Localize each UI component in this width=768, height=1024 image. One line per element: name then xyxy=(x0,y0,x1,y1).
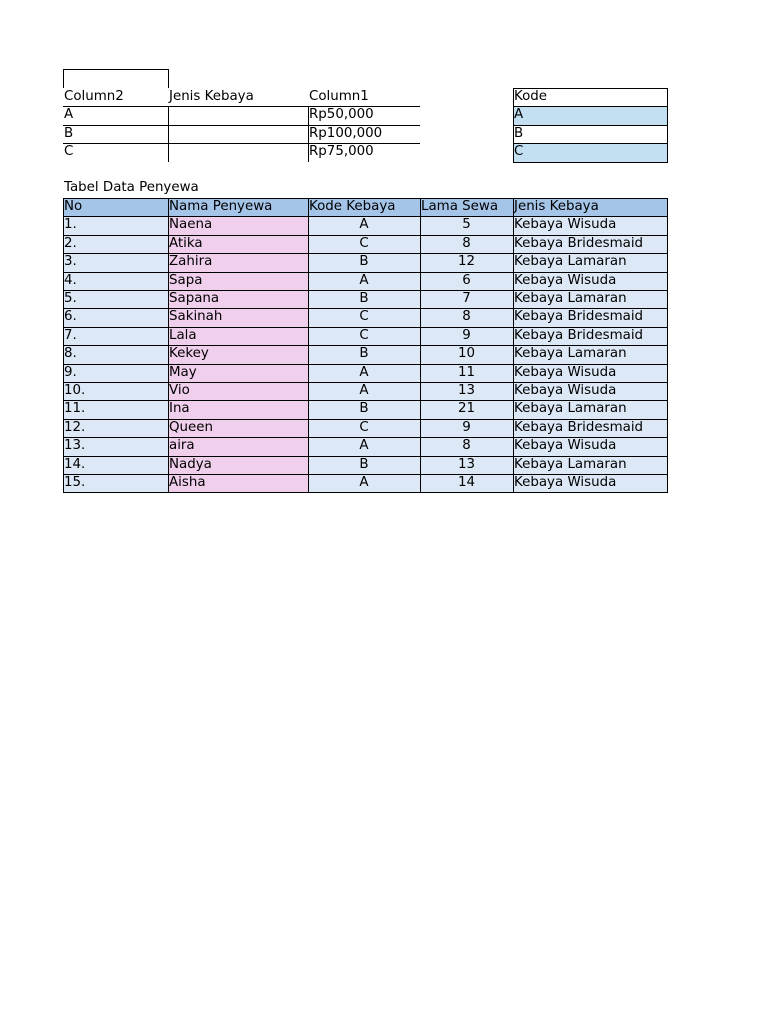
row-border xyxy=(63,364,668,365)
price-table-header: Column2 xyxy=(64,89,124,104)
row-border xyxy=(513,88,668,89)
price-table-cell: Rp75,000 xyxy=(309,144,374,160)
rental-table-header: No xyxy=(64,199,83,214)
rental-table-cell: Kebaya Wisuda xyxy=(514,217,617,233)
price-table-cell: A xyxy=(64,107,74,123)
table-title: Tabel Data Penyewa xyxy=(64,180,199,195)
rental-table-cell: 8 xyxy=(462,438,471,454)
row-border xyxy=(63,382,668,383)
rental-table-cell: Aisha xyxy=(169,475,206,490)
column-border xyxy=(667,88,668,162)
row-border xyxy=(63,272,668,273)
row-border xyxy=(63,125,420,126)
column-border xyxy=(168,198,169,492)
kode-table-cell: A xyxy=(514,107,524,123)
row-border xyxy=(63,345,668,346)
rental-table-cell: Kebaya Bridesmaid xyxy=(514,309,644,325)
column-border xyxy=(63,198,64,492)
price-table-cell xyxy=(168,106,308,124)
column-border xyxy=(513,198,514,492)
rental-table-cell: 21 xyxy=(457,401,476,417)
rental-table-cell: C xyxy=(359,235,369,251)
price-table-cell: B xyxy=(64,125,74,141)
kode-table-header: Kode xyxy=(514,89,548,104)
rental-table-cell: B xyxy=(359,254,369,270)
kode-table-cell: C xyxy=(514,144,524,160)
rental-table-cell: A xyxy=(359,438,369,454)
price-table-cell: C xyxy=(64,144,74,160)
column-border xyxy=(667,198,668,492)
rental-table-cell: Kebaya Lamaran xyxy=(514,401,627,417)
rental-table-cell: A xyxy=(359,364,369,380)
rental-table-cell: 14. xyxy=(64,456,86,472)
rental-table-cell: A xyxy=(359,217,369,233)
rental-table-cell: 6 xyxy=(462,272,471,288)
rental-table-header: Lama Sewa xyxy=(421,199,499,214)
price-table-cell xyxy=(168,143,308,161)
header-box-line xyxy=(63,69,169,70)
row-border xyxy=(513,143,668,144)
rental-table-cell: Lala xyxy=(169,327,197,343)
rental-table-cell: Kebaya Wisuda xyxy=(514,272,617,288)
rental-table-cell: A xyxy=(359,272,369,288)
rental-table-cell: Kebaya Lamaran xyxy=(514,346,627,362)
header-box-line xyxy=(168,69,169,88)
rental-table-cell: B xyxy=(359,401,369,417)
rental-table-cell: aira xyxy=(169,438,195,454)
rental-table-cell: 7 xyxy=(462,291,471,306)
price-table-header: Jenis Kebaya xyxy=(169,89,254,104)
rental-table-cell: 4. xyxy=(64,272,77,288)
row-border xyxy=(63,400,668,401)
column-border xyxy=(308,198,309,492)
rental-table-header: Jenis Kebaya xyxy=(514,199,599,214)
rental-table-cell: 1. xyxy=(64,217,77,233)
rental-table-cell: Kekey xyxy=(169,346,209,362)
rental-table-cell: 15. xyxy=(64,475,86,490)
rental-table-header: Nama Penyewa xyxy=(169,199,273,214)
rental-table-cell: Kebaya Bridesmaid xyxy=(514,419,644,435)
rental-table-cell: 13 xyxy=(457,383,476,398)
rental-table-cell: 9 xyxy=(462,327,471,343)
row-border xyxy=(63,143,420,144)
row-border xyxy=(513,106,668,107)
rental-table-cell: Zahira xyxy=(169,254,213,270)
rental-table-cell: 5 xyxy=(462,217,471,233)
price-table-cell xyxy=(168,125,308,143)
rental-table-cell: Kebaya Lamaran xyxy=(514,291,627,306)
rental-table-cell: 3. xyxy=(64,254,77,270)
rental-table-cell: 9 xyxy=(462,419,471,435)
rental-table-cell: B xyxy=(359,346,369,362)
row-border xyxy=(63,419,668,420)
rental-table-cell: Naena xyxy=(169,217,213,233)
rental-table-cell: May xyxy=(169,364,197,380)
rental-table-cell: A xyxy=(359,475,369,490)
row-border xyxy=(63,253,668,254)
rental-table-cell: 10. xyxy=(64,383,86,398)
price-table-cell: Rp100,000 xyxy=(309,125,383,141)
rental-table-cell: C xyxy=(359,419,369,435)
rental-table-cell: 5. xyxy=(64,291,77,306)
rental-table-cell: 13. xyxy=(64,438,86,454)
rental-table-cell: Atika xyxy=(169,235,203,251)
kode-table-cell: B xyxy=(514,125,524,141)
row-border xyxy=(63,198,668,199)
price-table-header: Column1 xyxy=(309,89,369,104)
rental-table-cell: 9. xyxy=(64,364,77,380)
column-border xyxy=(308,106,309,161)
rental-table-cell: 8. xyxy=(64,346,77,362)
rental-table-cell: Kebaya Wisuda xyxy=(514,364,617,380)
rental-table-cell: Nadya xyxy=(169,456,212,472)
rental-table-cell: 13 xyxy=(457,456,476,472)
rental-table-cell: Sakinah xyxy=(169,309,223,325)
rental-table-cell: Kebaya Wisuda xyxy=(514,438,617,454)
row-border xyxy=(63,327,668,328)
rental-table-cell: Queen xyxy=(169,419,213,435)
column-border xyxy=(168,106,169,161)
rental-table-cell: B xyxy=(359,456,369,472)
rental-table-cell: 14 xyxy=(457,475,476,490)
rental-table-cell: Kebaya Bridesmaid xyxy=(514,327,644,343)
row-border xyxy=(513,125,668,126)
rental-table-cell: Ina xyxy=(169,401,190,417)
row-border xyxy=(63,235,668,236)
rental-table-cell: Sapana xyxy=(169,291,220,306)
column-border xyxy=(420,198,421,492)
row-border xyxy=(63,437,668,438)
rental-table-cell: 8 xyxy=(462,309,471,325)
header-box-line xyxy=(63,69,64,88)
rental-table-cell: 7. xyxy=(64,327,77,343)
rental-table-cell: Kebaya Bridesmaid xyxy=(514,235,644,251)
rental-table-cell: 8 xyxy=(462,235,471,251)
rental-table-cell: A xyxy=(359,383,369,398)
rental-table-cell: Sapa xyxy=(169,272,203,288)
rental-table-header: Kode Kebaya xyxy=(309,199,396,214)
rental-table-cell: C xyxy=(359,309,369,325)
rental-table-cell: 11 xyxy=(457,364,476,380)
rental-table-cell: 11. xyxy=(64,401,86,417)
row-border xyxy=(63,290,668,291)
row-border xyxy=(63,456,668,457)
rental-table-cell: C xyxy=(359,327,369,343)
row-border xyxy=(63,492,668,493)
rental-table-cell: Kebaya Lamaran xyxy=(514,254,627,270)
rental-table-cell: B xyxy=(359,291,369,306)
rental-table-cell: Kebaya Wisuda xyxy=(514,475,617,490)
row-border xyxy=(63,308,668,309)
price-table-cell: Rp50,000 xyxy=(309,107,374,123)
row-border xyxy=(63,106,420,107)
rental-table-cell: Vio xyxy=(169,383,190,398)
row-border xyxy=(63,474,668,475)
rental-table-cell: Kebaya Lamaran xyxy=(514,456,627,472)
column-border xyxy=(513,88,514,162)
rental-table-cell: 6. xyxy=(64,309,77,325)
rental-table-cell: 12 xyxy=(457,254,476,270)
row-border xyxy=(513,162,668,163)
rental-table-cell: 12. xyxy=(64,419,86,435)
rental-table-cell: Kebaya Wisuda xyxy=(514,383,617,398)
rental-table-cell: 2. xyxy=(64,235,77,251)
rental-table-cell: 10 xyxy=(457,346,476,362)
row-border xyxy=(63,216,668,217)
